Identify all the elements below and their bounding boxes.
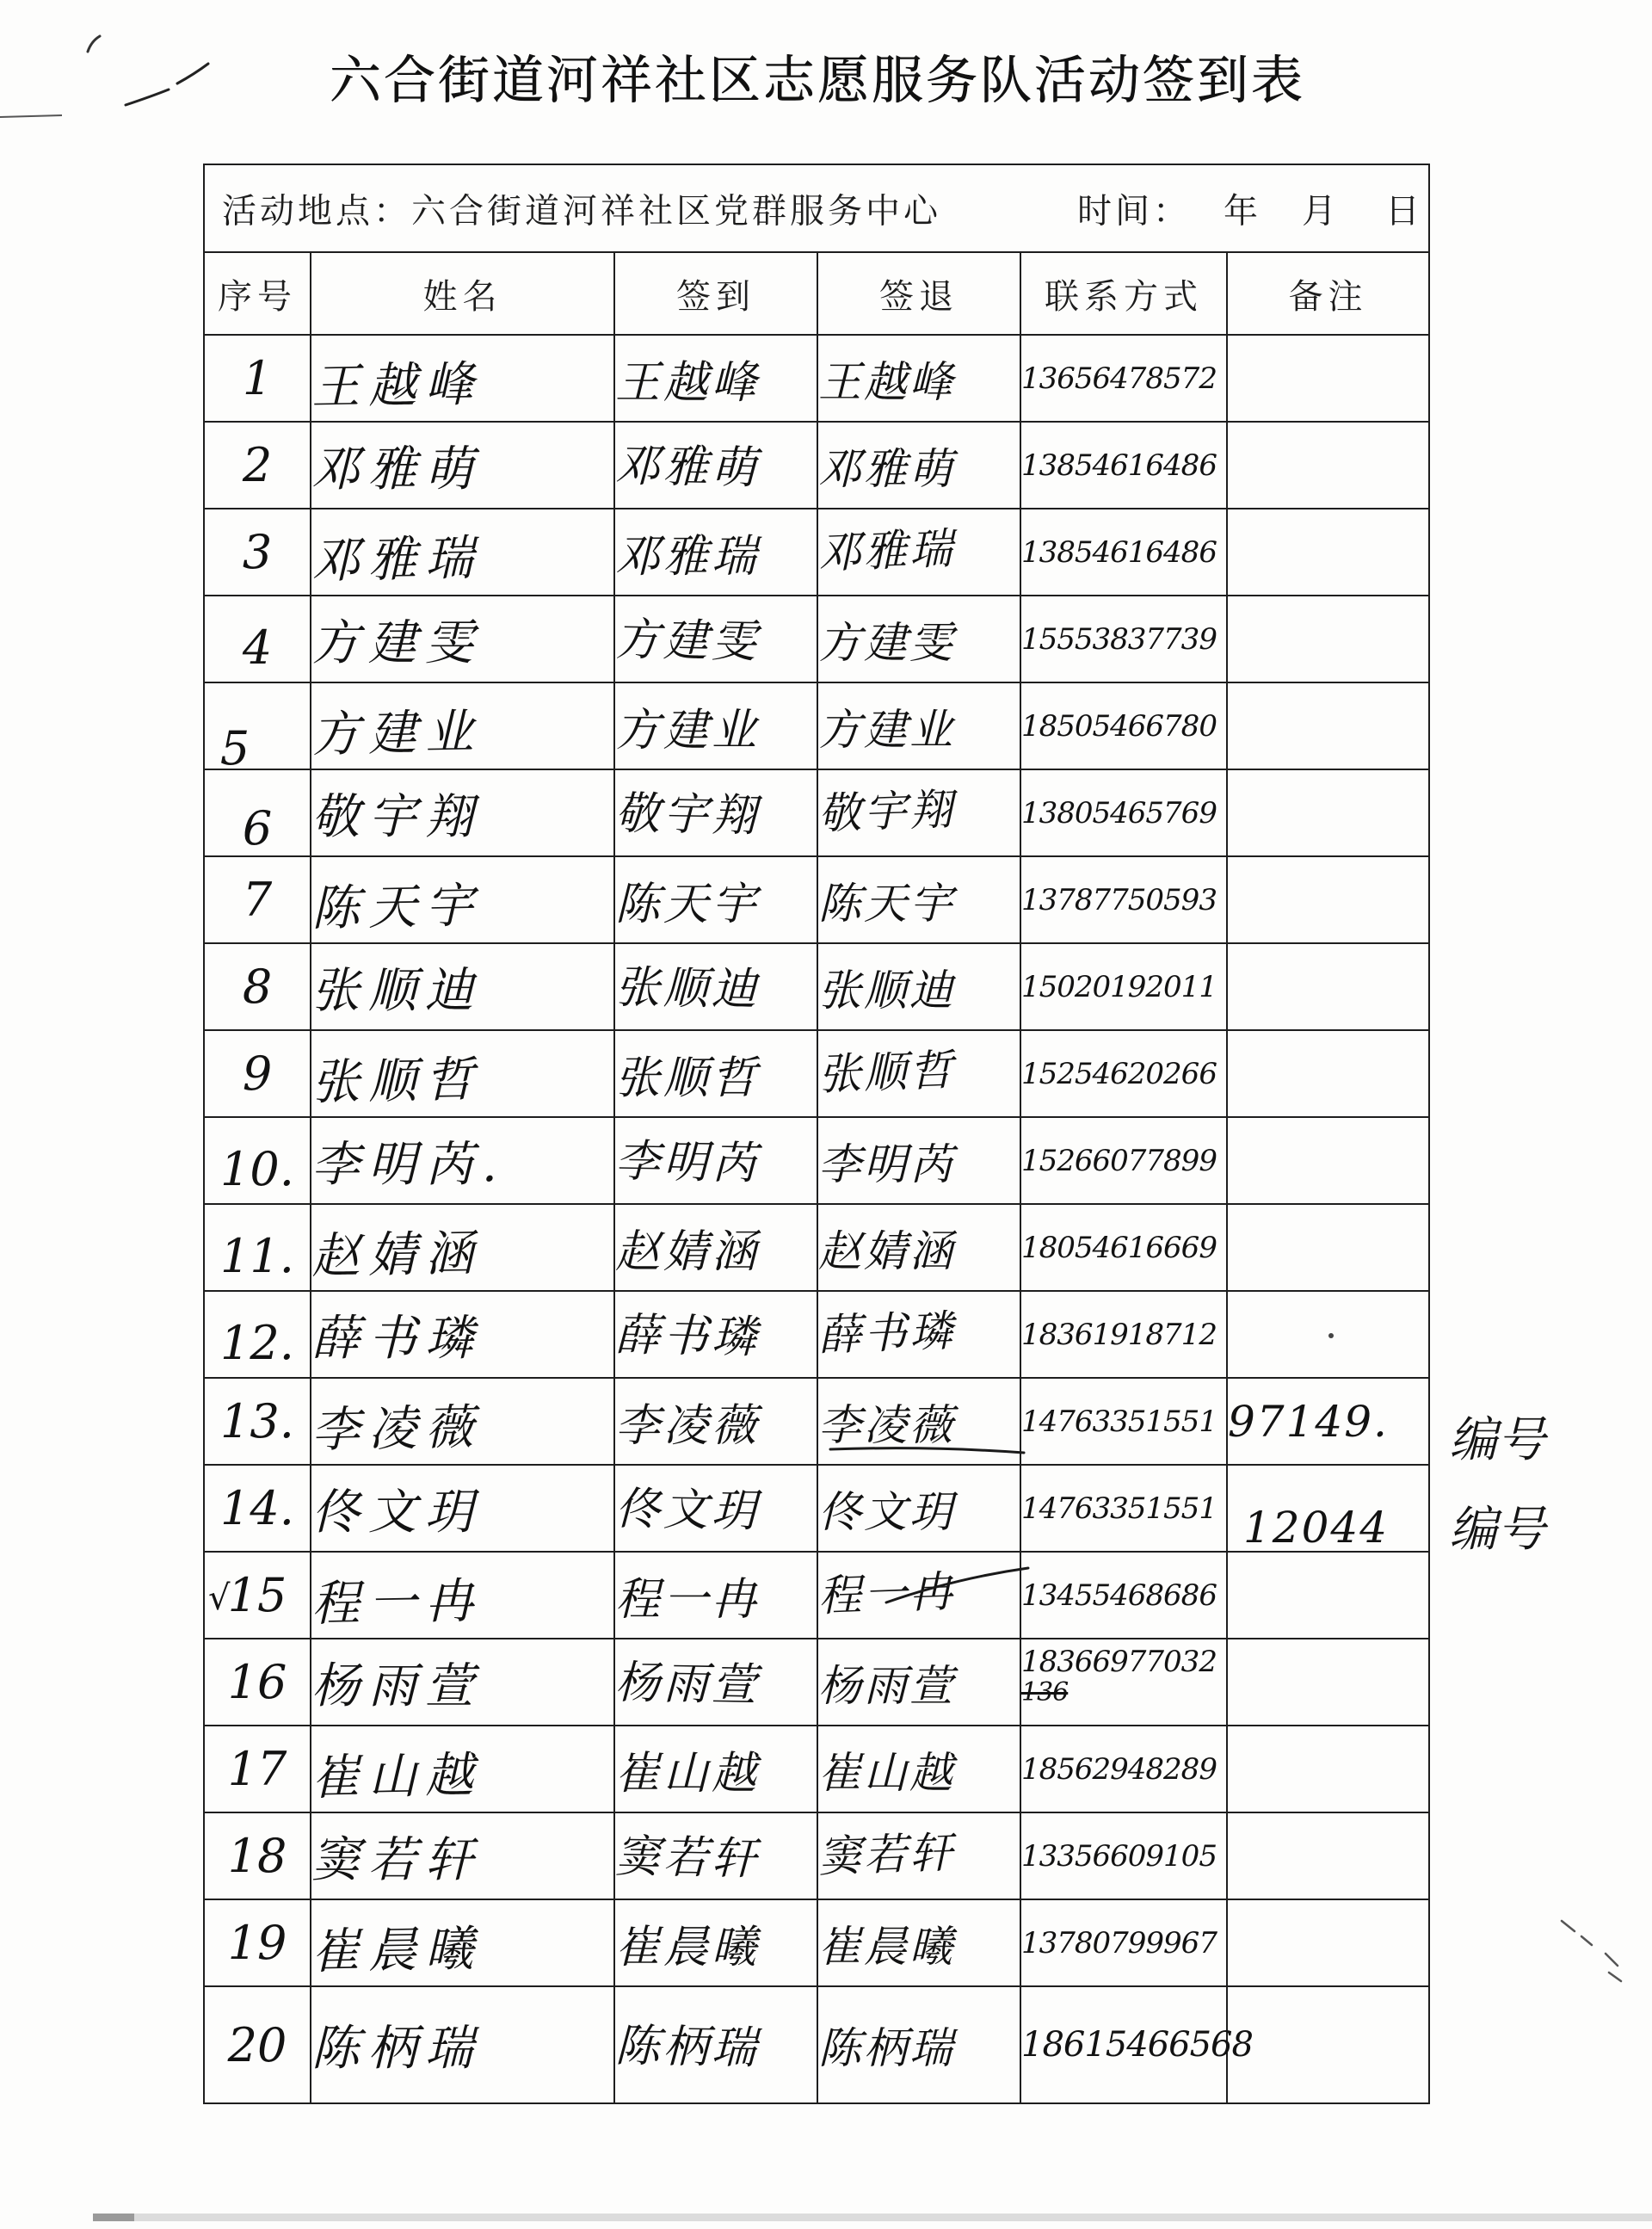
sign-out-signature: 李明芮 <box>818 1139 955 1189</box>
row-number: 10. <box>220 1142 294 1196</box>
cell-contact <box>1020 1812 1227 1899</box>
contact-number: 14763351551 <box>1021 1404 1217 1439</box>
table-row <box>204 769 1429 856</box>
cell-number <box>204 769 311 856</box>
column-header-row <box>204 252 1429 335</box>
cell-number <box>204 1030 311 1117</box>
cell-name <box>311 422 614 509</box>
row-number: 9 <box>242 1047 273 1101</box>
cell-remark <box>1227 1899 1429 1986</box>
cell-number <box>204 1986 311 2103</box>
cell-sign-in <box>614 1291 817 1378</box>
scan-edge-strip <box>93 2214 1652 2221</box>
volunteer-name: 窦若轩 <box>311 1831 482 1888</box>
volunteer-name: 佟文玥 <box>311 1484 482 1541</box>
table-row <box>204 1378 1429 1465</box>
table-row <box>204 943 1429 1030</box>
column-header-sign-in: 签到 <box>614 252 817 335</box>
row-number: 16 <box>227 1655 287 1709</box>
contact-number: 13356609105 <box>1021 1838 1217 1874</box>
sign-in-signature: 薛书璘 <box>614 1309 761 1364</box>
volunteer-name: 杨雨萱 <box>311 1658 482 1714</box>
sign-in-signature: 杨雨萱 <box>614 1657 761 1712</box>
row-number: 8 <box>242 960 273 1014</box>
sign-in-signature: 程一冉 <box>615 1574 761 1626</box>
sign-in-signature: 赵婧涵 <box>615 1226 761 1278</box>
cell-name <box>311 1639 614 1726</box>
sign-in-signature: 崔晨曦 <box>615 1922 761 1973</box>
cell-sign-in <box>614 856 817 943</box>
table-row <box>204 509 1429 596</box>
cell-remark <box>1227 1291 1429 1378</box>
volunteer-name: 陈天宇 <box>311 877 483 937</box>
table-row <box>204 1812 1429 1899</box>
day-label: 日 <box>1385 191 1420 232</box>
activity-info-cell <box>204 164 1429 252</box>
row-number: 6 <box>242 801 273 855</box>
volunteer-name: 张顺迪 <box>311 962 482 1019</box>
table-row <box>204 1552 1429 1639</box>
cell-remark <box>1227 1204 1429 1291</box>
cell-name <box>311 335 614 422</box>
table-row <box>204 335 1429 422</box>
sign-in-signature: 陈天宇 <box>615 879 761 930</box>
cell-name <box>311 596 614 682</box>
row-number: 13. <box>220 1394 294 1448</box>
time-label: 时间： <box>1077 191 1191 232</box>
contact-number: 13656478572 <box>1021 361 1217 396</box>
cell-sign-in <box>614 1552 817 1639</box>
row-number: 20 <box>227 2017 287 2072</box>
cell-sign-out <box>817 1378 1020 1465</box>
volunteer-name: 陈柄瑞 <box>311 2021 482 2077</box>
cell-sign-in <box>614 1899 817 1986</box>
table-row <box>204 596 1429 682</box>
sign-in-signature: 张顺哲 <box>615 1053 761 1104</box>
volunteer-name: 邓雅萌 <box>311 441 482 497</box>
cell-sign-out <box>817 682 1020 769</box>
check-mark: √ <box>208 1578 231 1618</box>
table-row <box>204 1986 1429 2103</box>
column-header-contact: 联系方式 <box>1020 252 1227 335</box>
contact-number: 18366977032 <box>1021 1645 1217 1679</box>
row-number: 14. <box>220 1481 294 1535</box>
sign-in-signature: 窦若轩 <box>614 1831 761 1886</box>
table-row <box>204 422 1429 509</box>
cell-number <box>204 1117 311 1204</box>
row-number: 2 <box>242 438 273 492</box>
cell-sign-in <box>614 1465 817 1552</box>
row-number: 7 <box>242 873 273 927</box>
cell-sign-in <box>614 1030 817 1117</box>
cell-contact <box>1020 596 1227 682</box>
cell-contact <box>1020 1986 1253 2103</box>
cell-number <box>204 856 311 943</box>
sign-out-signature: 敬宇翔 <box>817 783 956 839</box>
row-number: 3 <box>242 525 273 579</box>
contact-number: 13805465769 <box>1021 795 1217 830</box>
cell-remark <box>1227 856 1429 943</box>
cell-name <box>311 1726 614 1812</box>
cell-sign-out <box>817 856 1020 943</box>
contact-number: 15254620266 <box>1021 1056 1217 1091</box>
cell-remark <box>1227 1639 1429 1726</box>
cell-contact <box>1020 1899 1227 1986</box>
cell-remark <box>1227 1552 1429 1639</box>
contact-number: 18562948289 <box>1021 1751 1217 1787</box>
sign-out-signature: 佟文玥 <box>818 1486 955 1537</box>
cell-number <box>204 682 311 775</box>
cell-sign-out <box>817 769 1020 856</box>
volunteer-name: 方建业 <box>311 703 483 763</box>
sign-in-signature: 方建雯 <box>614 614 761 669</box>
cell-number <box>204 1465 311 1552</box>
volunteer-name: 崔晨曦 <box>311 1920 483 1980</box>
row-number: 19 <box>227 1916 287 1970</box>
column-header-name: 姓名 <box>311 252 614 335</box>
table-row <box>204 856 1429 943</box>
activity-location <box>222 184 941 233</box>
cell-sign-in <box>614 596 817 682</box>
cell-number <box>204 1378 311 1465</box>
cell-sign-in <box>614 335 817 422</box>
cell-sign-out <box>817 1812 1020 1899</box>
sign-in-signature: 崔山越 <box>615 1748 761 1800</box>
year-label: 年 <box>1224 191 1258 232</box>
sign-in-signature: 邓雅萌 <box>614 440 761 495</box>
sign-in-table <box>203 164 1430 2104</box>
volunteer-name: 崔山越 <box>311 1746 483 1806</box>
ink-slash-mark <box>126 64 208 105</box>
sign-out-signature: 邓雅瑞 <box>817 522 956 578</box>
sign-out-signature: 邓雅萌 <box>818 443 955 494</box>
contact-number: 13787750593 <box>1021 882 1217 917</box>
cell-remark <box>1227 1378 1429 1465</box>
cell-name <box>311 1986 614 2103</box>
cell-name <box>311 769 614 856</box>
cell-number <box>204 335 311 422</box>
cell-remark <box>1227 335 1429 422</box>
cell-sign-out <box>817 509 1020 596</box>
cell-sign-in <box>614 1986 817 2103</box>
margin-note-serial: 编号 <box>1449 1502 1545 1558</box>
table-row <box>204 1204 1429 1291</box>
sign-out-signature: 王越峰 <box>818 356 955 407</box>
cell-remark <box>1227 1986 1429 2103</box>
sign-in-signature: 李凌薇 <box>615 1400 761 1452</box>
cell-contact <box>1020 1291 1227 1378</box>
sign-in-signature: 陈柄瑞 <box>614 2020 761 2074</box>
volunteer-name: 李凌薇 <box>311 1399 483 1459</box>
cell-remark <box>1227 1726 1429 1812</box>
contact-number: 18615466568 <box>1021 2025 1253 2065</box>
contact-number: 14763351551 <box>1021 1491 1217 1526</box>
ink-dash-marks <box>1562 1921 1621 1981</box>
volunteer-name: 赵婧涵 <box>311 1225 483 1285</box>
table-row <box>204 1639 1429 1726</box>
cell-sign-in <box>614 682 817 769</box>
column-header-sign-out: 签退 <box>817 252 1020 335</box>
cell-sign-out <box>817 335 1020 422</box>
cell-contact <box>1020 335 1227 422</box>
row-number: 5 <box>219 721 250 775</box>
cell-name <box>311 1812 614 1899</box>
cell-number <box>204 422 311 509</box>
contact-number: 13455468686 <box>1021 1578 1217 1613</box>
contact-number: 13854616486 <box>1021 448 1217 483</box>
contact-number: 13854616486 <box>1021 534 1217 570</box>
cell-sign-in <box>614 943 817 1030</box>
cell-sign-out <box>817 1291 1020 1378</box>
cell-sign-out <box>817 943 1020 1030</box>
sign-in-signature: 王越峰 <box>615 357 761 409</box>
volunteer-name: 程一冉 <box>311 1572 483 1633</box>
volunteer-name: 张顺哲 <box>311 1051 483 1111</box>
table-row <box>204 1117 1429 1204</box>
cell-name <box>311 856 614 943</box>
sign-in-signature: 李明芮 <box>614 1135 761 1190</box>
cell-contact <box>1020 856 1227 943</box>
cell-name <box>311 1552 614 1639</box>
cell-remark <box>1227 943 1429 1030</box>
ink-tick-mark <box>88 36 100 52</box>
cell-sign-out <box>817 1986 1020 2103</box>
cell-name <box>311 1899 614 1986</box>
cell-contact <box>1020 769 1227 856</box>
cell-remark <box>1227 1117 1429 1204</box>
cell-sign-in <box>614 769 817 856</box>
table-row <box>204 1465 1429 1552</box>
table-row <box>204 1030 1429 1117</box>
sheet-body <box>204 335 1429 2103</box>
sign-out-signature: 崔晨曦 <box>818 1921 955 1972</box>
contact-number-extra: 136 <box>1021 1677 1069 1707</box>
sign-out-signature: 陈柄瑞 <box>818 2023 955 2073</box>
cell-sign-in <box>614 1639 817 1726</box>
sign-out-signature: 张顺哲 <box>817 1044 956 1100</box>
sign-out-signature: 程一冉 <box>817 1565 956 1621</box>
cell-name <box>311 1378 614 1465</box>
scan-edge-spot <box>93 2214 134 2221</box>
contact-number: 15020192011 <box>1021 969 1217 1004</box>
cell-number <box>204 1726 311 1812</box>
cell-remark <box>1227 1812 1429 1899</box>
column-header-remark: 备注 <box>1227 252 1429 335</box>
cell-contact <box>1020 682 1227 769</box>
cell-contact <box>1020 1030 1227 1117</box>
row-number: 18 <box>227 1829 287 1883</box>
cell-name <box>311 1291 614 1378</box>
cell-number <box>204 943 311 1030</box>
cell-contact <box>1020 1204 1227 1291</box>
table-row <box>204 1291 1429 1378</box>
sign-in-signature: 邓雅瑞 <box>615 531 761 583</box>
sign-out-signature: 陈天宇 <box>818 878 955 929</box>
cell-contact <box>1020 943 1227 1030</box>
cell-sign-out <box>817 1204 1020 1291</box>
row-number: 12. <box>220 1316 294 1370</box>
volunteer-name: 薛书璘 <box>311 1310 482 1367</box>
contact-number: 15266077899 <box>1021 1143 1217 1178</box>
volunteer-name: 邓雅瑞 <box>311 529 483 590</box>
sign-out-signature: 崔山越 <box>818 1747 955 1798</box>
sign-in-signature: 敬宇翔 <box>614 787 761 843</box>
cell-contact <box>1020 422 1227 509</box>
contact-number: 18505466780 <box>1021 708 1217 744</box>
cell-contact <box>1020 1117 1227 1204</box>
cell-sign-out <box>817 1030 1020 1117</box>
cell-remark <box>1227 422 1429 509</box>
cell-sign-out <box>817 1117 1020 1204</box>
contact-number: 18361918712 <box>1021 1317 1217 1352</box>
sign-out-signature: 方建雯 <box>818 617 955 668</box>
sign-in-signature: 方建业 <box>615 705 761 756</box>
cell-name <box>311 1030 614 1117</box>
remark-text: 12044 <box>1243 1502 1390 1553</box>
sign-out-signature: 窦若轩 <box>817 1826 956 1882</box>
cell-name <box>311 943 614 1030</box>
cell-number <box>204 1204 311 1291</box>
sign-in-signature: 佟文玥 <box>614 1483 761 1538</box>
table-row <box>204 1899 1429 1986</box>
cell-remark <box>1227 1465 1429 1552</box>
cell-number <box>204 1291 311 1378</box>
cell-contact <box>1020 1726 1227 1812</box>
cell-contact <box>1020 1552 1227 1639</box>
sign-out-signature: 薛书璘 <box>817 1305 956 1361</box>
ink-edge-line <box>0 115 62 117</box>
row-number: 17 <box>227 1742 287 1796</box>
row-number: 1 <box>242 351 273 405</box>
cell-sign-out <box>817 1552 1020 1639</box>
volunteer-name: 方建雯 <box>311 614 482 671</box>
cell-contact <box>1020 509 1227 596</box>
volunteer-name: 敬宇翔 <box>311 788 482 845</box>
sheet-title: 六合街道河祥社区志愿服务队活动签到表 <box>330 51 1305 111</box>
cell-name <box>311 1204 614 1291</box>
contact-number: 15553837739 <box>1021 621 1217 657</box>
row-number: 11. <box>220 1229 294 1283</box>
sign-in-signature: 张顺迪 <box>614 961 761 1016</box>
sign-out-signature: 方建业 <box>818 704 955 755</box>
cell-remark <box>1227 596 1429 682</box>
sign-out-signature: 赵婧涵 <box>818 1226 955 1276</box>
cell-sign-in <box>614 1812 817 1899</box>
row-number: 15 <box>227 1568 287 1622</box>
cell-name <box>311 1465 614 1552</box>
cell-contact <box>1020 1378 1227 1465</box>
cell-sign-in <box>614 509 817 596</box>
cell-sign-in <box>614 422 817 509</box>
table-row <box>204 1726 1429 1812</box>
cell-remark <box>1227 682 1429 769</box>
cell-sign-in <box>614 1204 817 1291</box>
cell-number <box>204 1552 311 1639</box>
activity-info-row <box>204 164 1429 252</box>
sign-out-signature: 杨雨萱 <box>818 1660 955 1711</box>
cell-name <box>311 1117 614 1204</box>
remark-text: 97149. <box>1228 1396 1389 1447</box>
cell-sign-out <box>817 1726 1020 1812</box>
sign-out-signature: 李凌薇 <box>818 1399 955 1450</box>
month-label: 月 <box>1302 191 1336 232</box>
cell-number <box>204 1899 311 1986</box>
location-value: 六合街道河祥社区党群服务中心 <box>411 191 941 232</box>
row-number: 4 <box>242 621 273 675</box>
column-header-number: 序号 <box>204 252 311 335</box>
cell-remark <box>1227 1030 1429 1117</box>
cell-name <box>311 509 614 596</box>
cell-contact <box>1020 1465 1227 1552</box>
cell-sign-in <box>614 1117 817 1204</box>
margin-note-serial: 编号 <box>1449 1412 1545 1468</box>
cell-name <box>311 682 614 769</box>
cell-number <box>204 1812 311 1899</box>
sign-out-signature: 张顺迪 <box>818 965 955 1016</box>
cell-sign-out <box>817 1899 1020 1986</box>
cell-number <box>204 596 311 682</box>
cell-remark <box>1227 769 1429 856</box>
cell-sign-out <box>817 1465 1020 1552</box>
contact-number: 18054616669 <box>1021 1230 1217 1265</box>
volunteer-name: 李明芮. <box>311 1136 506 1193</box>
cell-sign-in <box>614 1378 817 1465</box>
cell-sign-out <box>817 1639 1020 1726</box>
cell-sign-in <box>614 1726 817 1812</box>
cell-sign-out <box>817 422 1020 509</box>
table-row <box>204 682 1429 769</box>
location-label: 活动地点： <box>222 191 411 232</box>
cell-number <box>204 509 311 596</box>
cell-contact <box>1020 1639 1227 1726</box>
contact-number: 13780799967 <box>1021 1925 1217 1960</box>
cell-number <box>204 1639 311 1726</box>
cell-remark <box>1227 509 1429 596</box>
volunteer-name: 王越峰 <box>311 355 483 416</box>
cell-sign-out <box>817 596 1020 682</box>
